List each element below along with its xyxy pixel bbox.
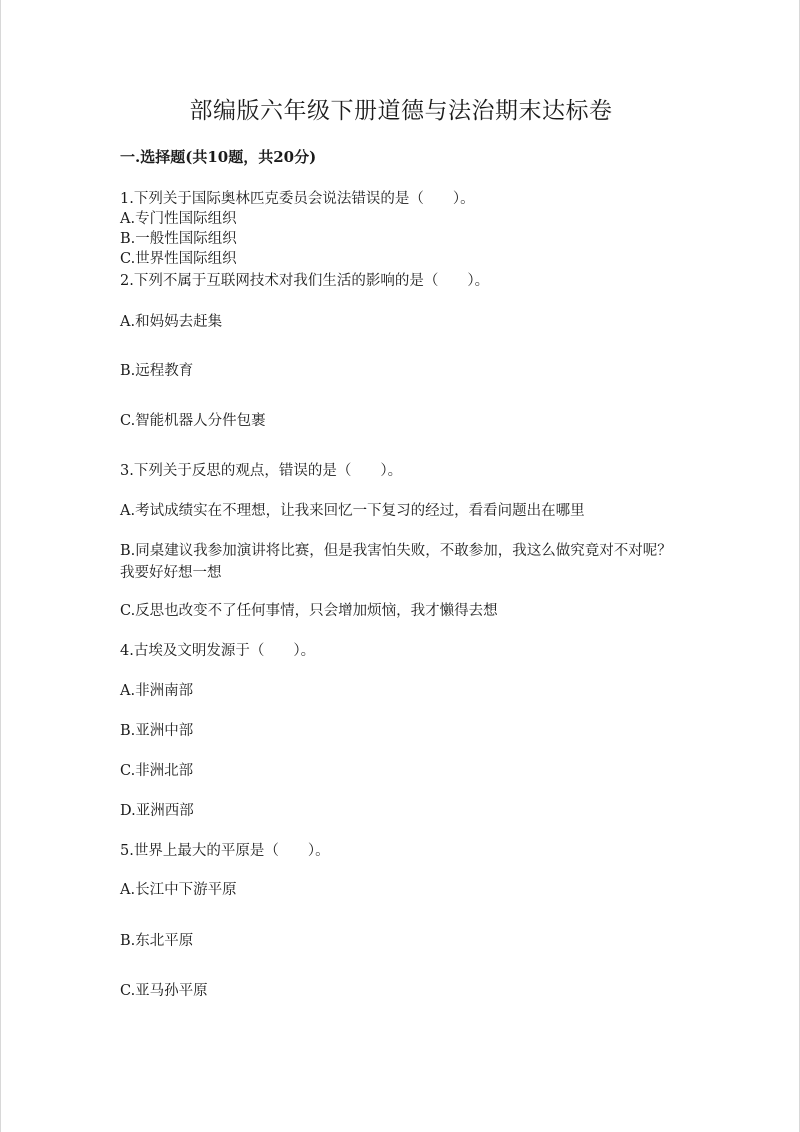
question-stem-1: 1.下列关于国际奥林匹克委员会说法错误的是（ ）。 bbox=[120, 191, 475, 207]
option-4d: D.亚洲西部 bbox=[120, 803, 194, 819]
option-3c: C.反思也改变不了任何事情，只会增加烦恼，我才懒得去想 bbox=[120, 603, 498, 619]
question-stem-4: 4.古埃及文明发源于（ ）。 bbox=[120, 643, 316, 659]
option-4a: A.非洲南部 bbox=[120, 683, 194, 699]
option-5a: A.长江中下游平原 bbox=[120, 882, 237, 898]
page-title: 部编版六年级下册道德与法治期末达标卷 bbox=[189, 98, 613, 124]
question-stem-3: 3.下列关于反思的观点，错误的是（ ）。 bbox=[120, 463, 403, 479]
question-stem-5: 5.世界上最大的平原是（ ）。 bbox=[120, 843, 330, 859]
option-3a: A.考试成绩实在不理想，让我来回忆一下复习的经过，看看问题出在哪里 bbox=[120, 503, 585, 519]
section-heading: 一.选择题(共10题，共20分) bbox=[120, 148, 317, 166]
option-4b: B.亚洲中部 bbox=[120, 723, 194, 739]
option-1c: C.世界性国际组织 bbox=[120, 251, 237, 267]
option-3b: B.同桌建议我参加演讲将比赛，但是我害怕失败，不敢参加，我这么做究竟对不对呢？我要好好想一想 bbox=[120, 543, 672, 581]
option-1a: A.专门性国际组织 bbox=[120, 211, 237, 227]
option-2b: B.远程教育 bbox=[120, 363, 194, 379]
option-1b: B.一般性国际组织 bbox=[120, 231, 237, 247]
question-stem-2: 2.下列不属于互联网技术对我们生活的影响的是（ ）。 bbox=[120, 273, 490, 289]
option-4c: C.非洲北部 bbox=[120, 763, 194, 779]
option-2a: A.和妈妈去赶集 bbox=[120, 314, 223, 330]
option-2c: C.智能机器人分件包裹 bbox=[120, 413, 266, 429]
option-5c: C.亚马孙平原 bbox=[120, 983, 208, 999]
option-5b: B.东北平原 bbox=[120, 933, 194, 949]
